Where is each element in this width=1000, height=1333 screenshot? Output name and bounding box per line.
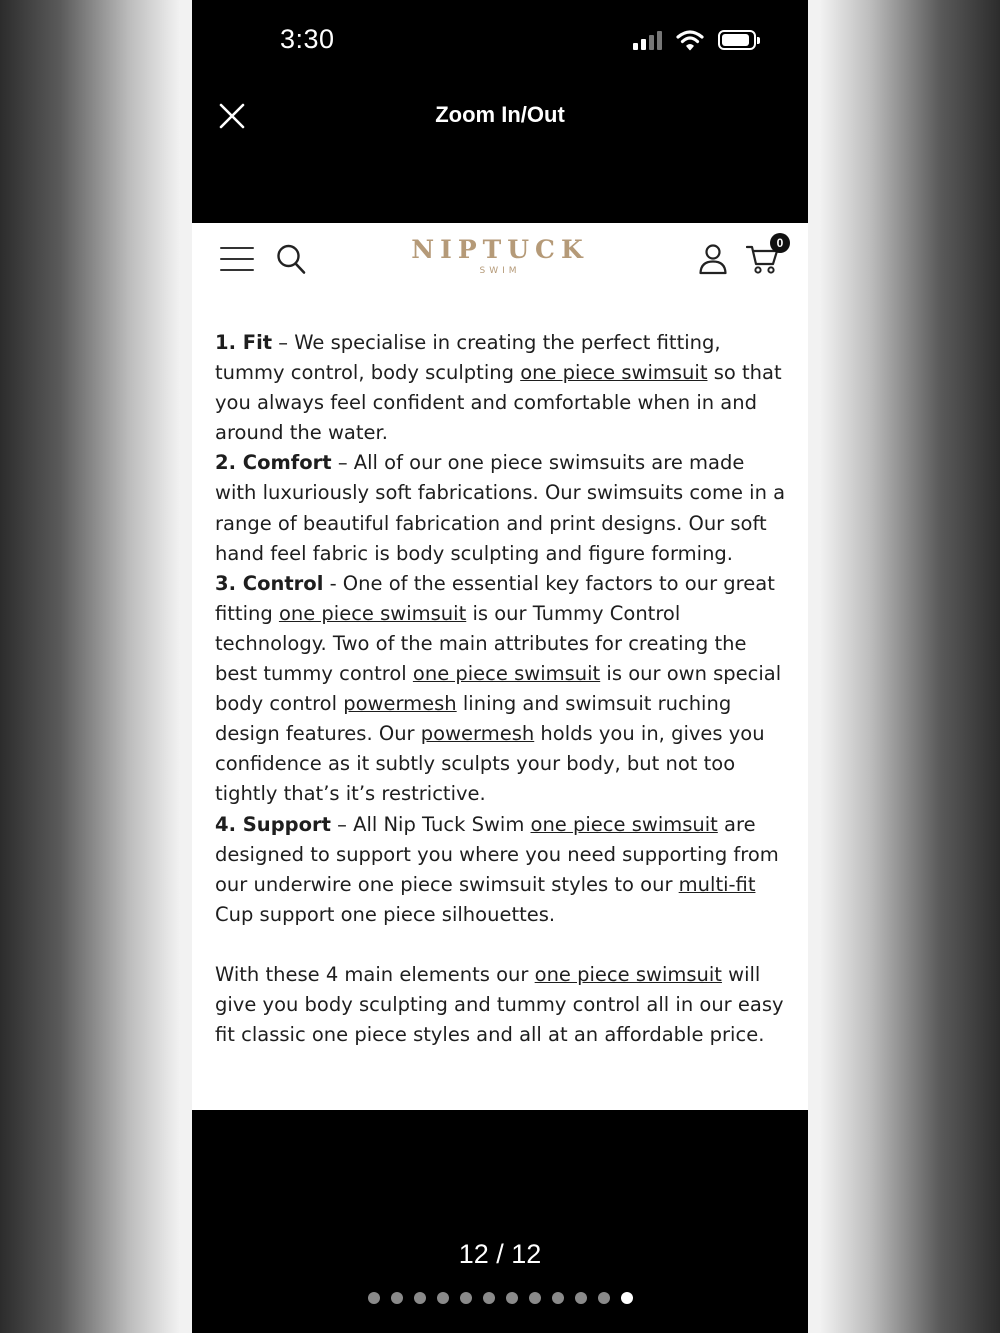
heading-support: 4. Support	[215, 812, 331, 836]
text: – All of our one piece swimsuits are made with luxuriously soft fabrications. Our swimsuits come in a range of beautiful fabrication and print designs. Our soft hand feel fabric is body sculpting and figure forming.	[215, 451, 786, 565]
status-icons	[633, 29, 756, 51]
link-one-piece-swimsuit[interactable]: one piece swimsuit	[520, 361, 708, 385]
paragraph-spacer	[215, 930, 787, 960]
page-dot-8[interactable]	[529, 1292, 541, 1304]
status-time: 3:30	[280, 24, 335, 54]
text: lining and swimsuit ruching design features. Our	[215, 692, 732, 746]
text: holds you in, gives you confidence as it subtly sculpts your body, but not too tightly that’s it’s restrictive.	[215, 722, 765, 806]
text: Cup support one piece silhouettes.	[215, 902, 556, 926]
user-account-icon[interactable]	[698, 243, 728, 275]
page-indicator-dots	[192, 1292, 808, 1304]
paragraph-summary	[215, 960, 787, 1050]
link-one-piece-swimsuit[interactable]: one piece swimsuit	[530, 812, 718, 836]
site-header	[192, 223, 808, 313]
page-dot-6[interactable]	[483, 1292, 495, 1304]
cart-count-badge: 0	[770, 233, 790, 253]
page-dot-10[interactable]	[575, 1292, 587, 1304]
phone-screen	[192, 0, 808, 1333]
page-dot-11[interactable]	[598, 1292, 610, 1304]
heading-fit: 1. Fit	[215, 331, 273, 354]
cellular-signal-icon	[633, 30, 662, 50]
page-dot-3[interactable]	[414, 1292, 426, 1304]
page-dot-1[interactable]	[368, 1292, 380, 1304]
heading-comfort: 2. Comfort	[215, 451, 332, 475]
link-one-piece-swimsuit[interactable]: one piece swimsuit	[412, 662, 601, 686]
text: - One of the essential key factors to our great fitting	[215, 571, 775, 625]
link-powermesh[interactable]: powermesh	[343, 692, 457, 716]
logo-wordmark: NIPTUCK	[411, 235, 589, 264]
paragraph-control	[215, 569, 787, 810]
text: so that you always feel confident and comfortable when in and around the water.	[215, 361, 782, 445]
text: will give you body sculpting and tummy control all in our easy fit classic one piece styles and all at an affordable price.	[215, 962, 784, 1047]
text: With these 4 main elements our	[215, 962, 535, 986]
wifi-icon	[676, 29, 704, 51]
viewer-title: Zoom In/Out	[435, 102, 565, 127]
image-counter: 12 / 12	[458, 1239, 542, 1269]
text: – We specialise in creating the perfect fitting, tummy control, body sculpting	[215, 331, 721, 385]
text: is our own special body control	[215, 662, 782, 716]
article-text	[215, 328, 787, 1050]
link-multi-fit[interactable]: multi-fit	[678, 872, 756, 896]
paragraph-comfort	[215, 448, 787, 568]
paragraph-fit	[215, 328, 787, 448]
link-one-piece-swimsuit[interactable]: one piece swimsuit	[534, 962, 722, 986]
page-dot-4[interactable]	[437, 1292, 449, 1304]
text: – All Nip Tuck Swim	[330, 812, 531, 836]
link-powermesh[interactable]: powermesh	[420, 722, 535, 746]
text: is our Tummy Control technology. Two of the main attributes for creating the best tummy control	[215, 601, 747, 686]
zoomed-page-image[interactable]	[192, 223, 808, 1110]
page-dot-7[interactable]	[506, 1292, 518, 1304]
paragraph-support	[215, 810, 787, 930]
page-dot-9[interactable]	[552, 1292, 564, 1304]
text: are designed to support you where you need supporting from our underwire one piece swimsuit styles to our	[215, 812, 779, 896]
page-dot-5[interactable]	[460, 1292, 472, 1304]
battery-icon	[718, 30, 756, 50]
page-dot-2[interactable]	[391, 1292, 403, 1304]
heading-control: 3. Control	[215, 571, 324, 595]
page-dot-12[interactable]	[621, 1292, 633, 1304]
logo-subtitle: SWIM	[479, 266, 521, 276]
link-one-piece-swimsuit[interactable]: one piece swimsuit	[278, 601, 467, 625]
